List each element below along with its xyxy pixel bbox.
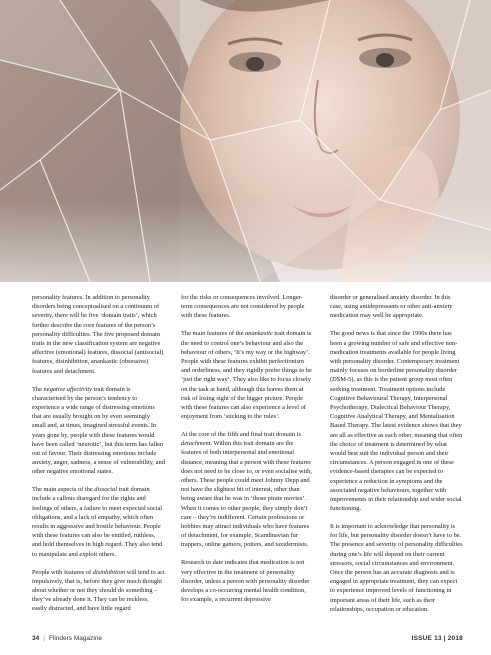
article-body bbox=[32, 293, 463, 629]
italic-term: negative affectivity bbox=[43, 385, 92, 393]
woman-behind-broken-glass-photo bbox=[0, 0, 491, 282]
footer-separator: | bbox=[43, 634, 45, 642]
text-run: disorder or generalised anxiety disorder. In this case, using antidepressants or other anti-anxiety medication may well be appropriate. bbox=[330, 294, 453, 320]
article-paragraph bbox=[32, 485, 165, 559]
magazine-name: Flinders Magazine bbox=[48, 634, 103, 642]
article-paragraph bbox=[181, 293, 314, 321]
text-run: At the core of the fifth and final trait domain is bbox=[181, 431, 301, 439]
italic-term: dissocial bbox=[94, 486, 118, 494]
article-paragraph bbox=[330, 522, 463, 614]
text-run: The main aspects of the bbox=[32, 486, 95, 494]
hero-photo bbox=[0, 0, 491, 282]
text-run: People with features of bbox=[32, 568, 93, 576]
text-run: It is important to acknowledge that personality is for life, but personality disorder doesn’t have to be. The presence and severity of personality difficulties during one’s life will depend on their current stressors, social circumstances and environment. Once the person has an accurate diagnosis and is engaged in appropriate treatment, they can expect to experience improved levels of functioning in important areas of their life, such as their relationships, occupation or education. bbox=[330, 523, 463, 613]
text-run: . Within this trait domain are the features of both interpersonal and emotional distance, meaning that a person with these features does not need to be close to, or even socialise with, others. These people could meet Johnny Depp and not have the slightest bit of interest, other than being aware that he was in ‘those pirate movies’. When it comes to other people, they simply don’t care – they’re indifferent. Certain professions or hobbies may attract individuals who have features of detachment, for example, Scandinavian fur trappers, online gamers, potters, and taxidermists. bbox=[181, 440, 312, 549]
article-paragraph bbox=[181, 430, 314, 550]
article-column bbox=[32, 293, 165, 629]
text-run: personality features. In addition to personality disorders being conceptualised on a continuum of severity, there will be five ‘domain traits’, which further describe the core features of the person’s personality difficulties. The five proposed domain traits in the new classification system are negative affective (emotional) features, dissocial (antisocial) features, disinhibition, anankastic (obsessive) features and detachment. bbox=[32, 294, 164, 375]
text-run: The bbox=[32, 385, 44, 393]
article-paragraph bbox=[32, 568, 165, 614]
article-paragraph bbox=[330, 329, 463, 513]
page-footer bbox=[32, 632, 463, 644]
page-number: 34 bbox=[32, 634, 40, 642]
italic-term: disinhibition bbox=[92, 568, 126, 576]
text-run: for the risks or consequences involved. Longer-term consequences are not considered by people with these features. bbox=[181, 294, 305, 320]
text-run: trait domain include a callous disregard for the rights and feelings of others, a failure to meet expected social obligations, and a lack of empathy, which often results in aggressive and hostile behaviour. People with these features can also be entitled, ruthless, and hold themselves in high regard. They also tend to manipulate and exploit others. bbox=[32, 486, 163, 558]
article-paragraph bbox=[181, 558, 314, 604]
issue-label: ISSUE 13 | 2018 bbox=[411, 634, 463, 642]
article-column bbox=[330, 293, 463, 629]
article-paragraph bbox=[181, 329, 314, 421]
italic-term: anankastic bbox=[245, 330, 273, 338]
text-run: will tend to act impulsively, that is, before they give much thought about whether or not they should do something – they’ve already done it. They can be reckless, easily distracted, and have little regard bbox=[32, 568, 165, 613]
article-paragraph bbox=[32, 293, 165, 376]
article-paragraph bbox=[32, 385, 165, 477]
text-run: Research to date indicates that medication is not very effective in the treatment of personality disorder, unless a person with personality disorder develops a co-occurring mental health condition, for example, a recurrent depressive bbox=[181, 559, 310, 604]
article-paragraph bbox=[330, 293, 463, 321]
article-column bbox=[181, 293, 314, 629]
italic-term: detachment bbox=[181, 440, 211, 448]
text-run: trait domain is the need to control one’s behaviour and also the behaviour of others, ‘It’s my way or the highway’. People with these features exhibit perfectionism and orderliness, and they rigidly prefer things to be ‘just the right way’. They also like to focus closely on the task at hand, although this leaves them at risk of losing sight of the bigger picture. People with these features can also experience a level of enjoyment from ‘sticking to the rules’. bbox=[181, 330, 312, 421]
footer-left bbox=[32, 635, 102, 642]
text-run: trait domain is characterised by the person’s tendency to experience a wide range of distressing emotions that are usually brought on by even seemingly small and, at times, imagined stressful events. In years gone by, people with these features would have been called ‘neurotic’, but this term has fallen out of favour. Their distressing emotions include anxiety, anger, sadness, a sense of vulnerability, and other negative emotional states. bbox=[32, 385, 165, 476]
text-run: The main features of the bbox=[181, 330, 246, 338]
text-run: The good news is that since the 1990s there has been a growing number of safe and effective non-medication treatments available for people living with personality disorder. Contemporary treatment mainly focuses on borderline personality disorder (DSM-5), as this is the patient group most often seeking treatment. Treatment options include Cognitive Behavioural Therapy, Interpersonal Psychotherapy, Dialectical Behaviour Therapy, Cognitive Analytical Therapy, and Mentalisation Based Therapy. The latest evidence shows that they are all as effective as each other, meaning that often the choice of treatment is determined by what would best suit the individual person and their circumstances. A person engaged in one of these evidence-based therapies can be expected to experience a reduction in symptoms and the associated negative behaviours, together with improvements in their relationship and wider social functioning. bbox=[330, 330, 463, 513]
